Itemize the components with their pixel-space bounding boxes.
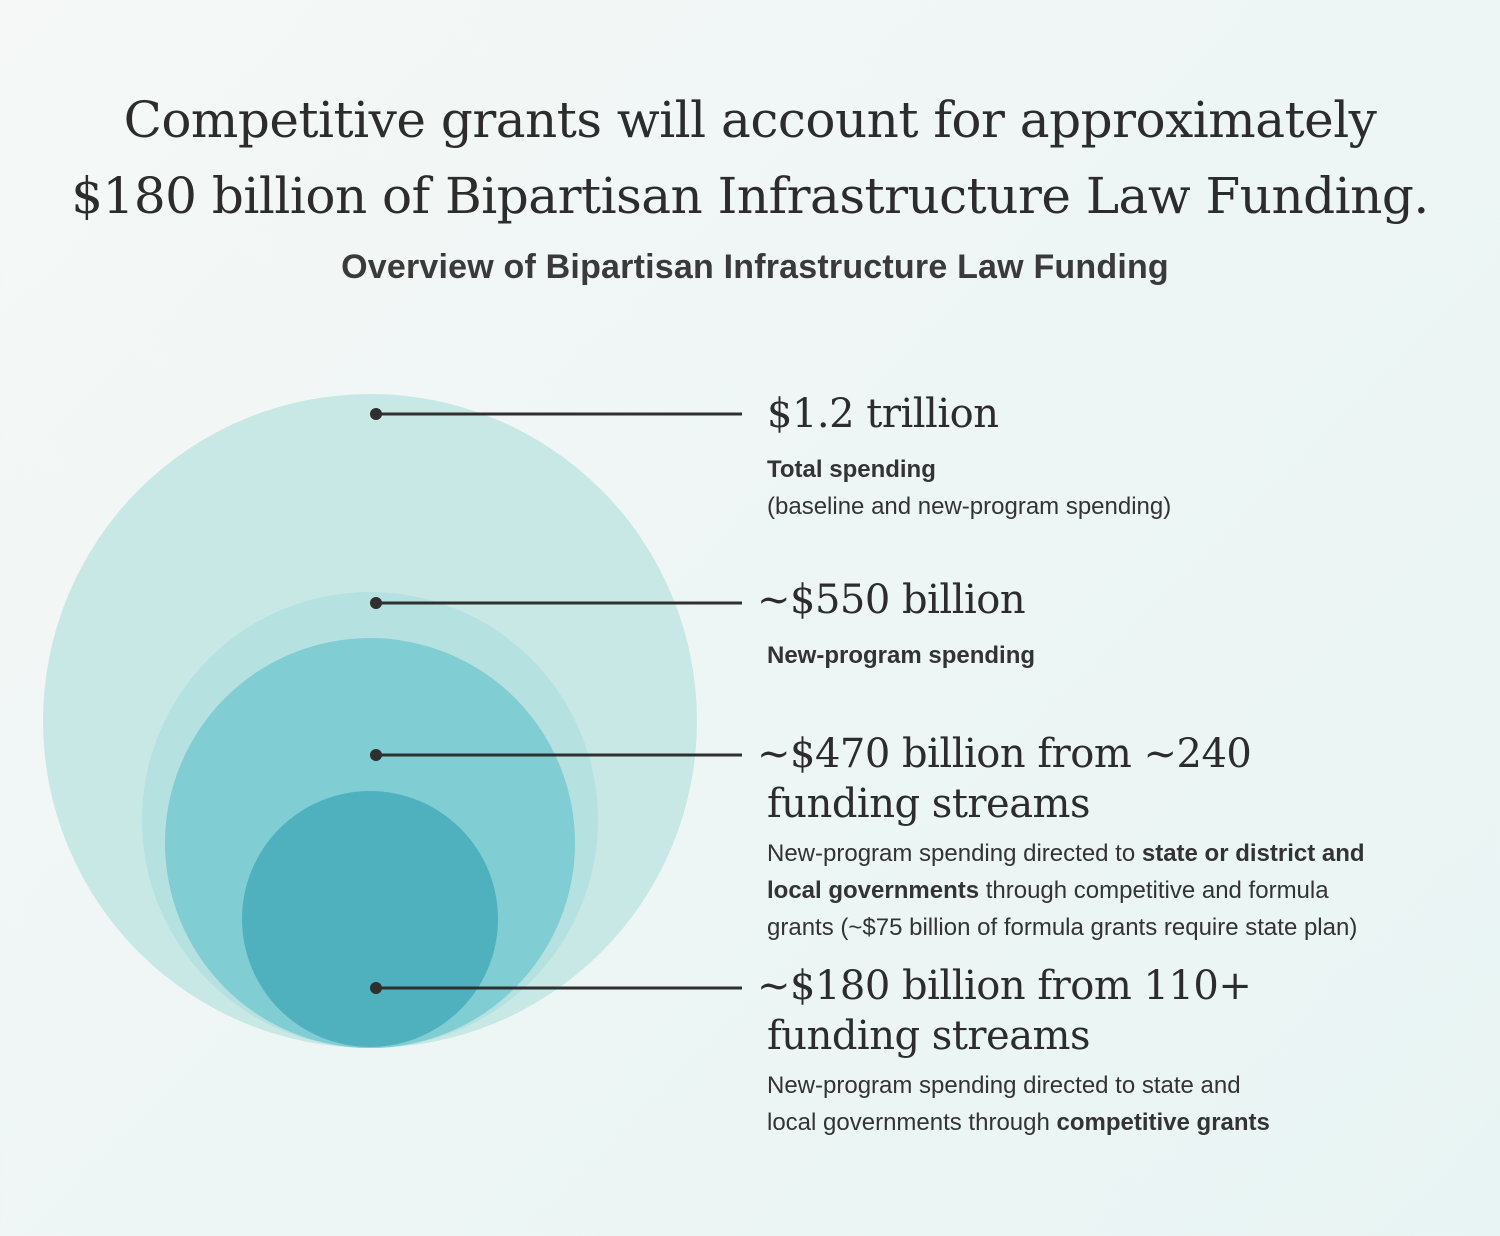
desc-state-local-c: local governments <box>767 877 980 904</box>
amount-state-local-line2: funding streams <box>767 781 1091 827</box>
desc-state-local <box>767 835 1487 946</box>
label-state-local-spending <box>757 729 1487 946</box>
title-line-1: Competitive grants will account for approximately <box>123 91 1377 149</box>
desc-new-program-bold: New-program spending <box>767 642 1036 669</box>
amount-state-local-line1: ~$470 billion from ~240 <box>757 731 1252 777</box>
amount-total: $1.2 trillion <box>767 391 999 437</box>
label-competitive-grants <box>757 961 1467 1141</box>
title-line-2: $180 billion of Bipartisan Infrastructure Law Funding. <box>71 167 1429 225</box>
desc-total-bold: Total spending <box>767 456 936 483</box>
amount-new-program: ~$550 billion <box>757 577 1026 623</box>
desc-state-local-b: state or district and <box>1141 840 1365 867</box>
amount-competitive-line2: funding streams <box>767 1013 1091 1059</box>
desc-state-local-d: through competitive and formula <box>979 877 1329 904</box>
desc-state-local-e: grants (~$75 billion of formula grants require state plan) <box>767 914 1358 941</box>
label-new-program-spending <box>757 575 1036 674</box>
circle-competitive-grants <box>242 791 498 1047</box>
desc-state-local-a: New-program spending directed to <box>767 840 1142 867</box>
desc-competitive-a: New-program spending directed to state and <box>767 1072 1241 1099</box>
desc-total-line2: (baseline and new-program spending) <box>767 493 1172 520</box>
desc-competitive-b: local governments through <box>767 1109 1057 1136</box>
label-total-spending <box>767 389 1171 525</box>
page-subtitle: Overview of Bipartisan Infrastructure Law Funding <box>341 248 1169 286</box>
desc-competitive <box>767 1067 1467 1141</box>
amount-competitive-line1: ~$180 billion from 110+ <box>757 963 1252 1009</box>
desc-competitive-c: competitive grants <box>1056 1109 1270 1136</box>
